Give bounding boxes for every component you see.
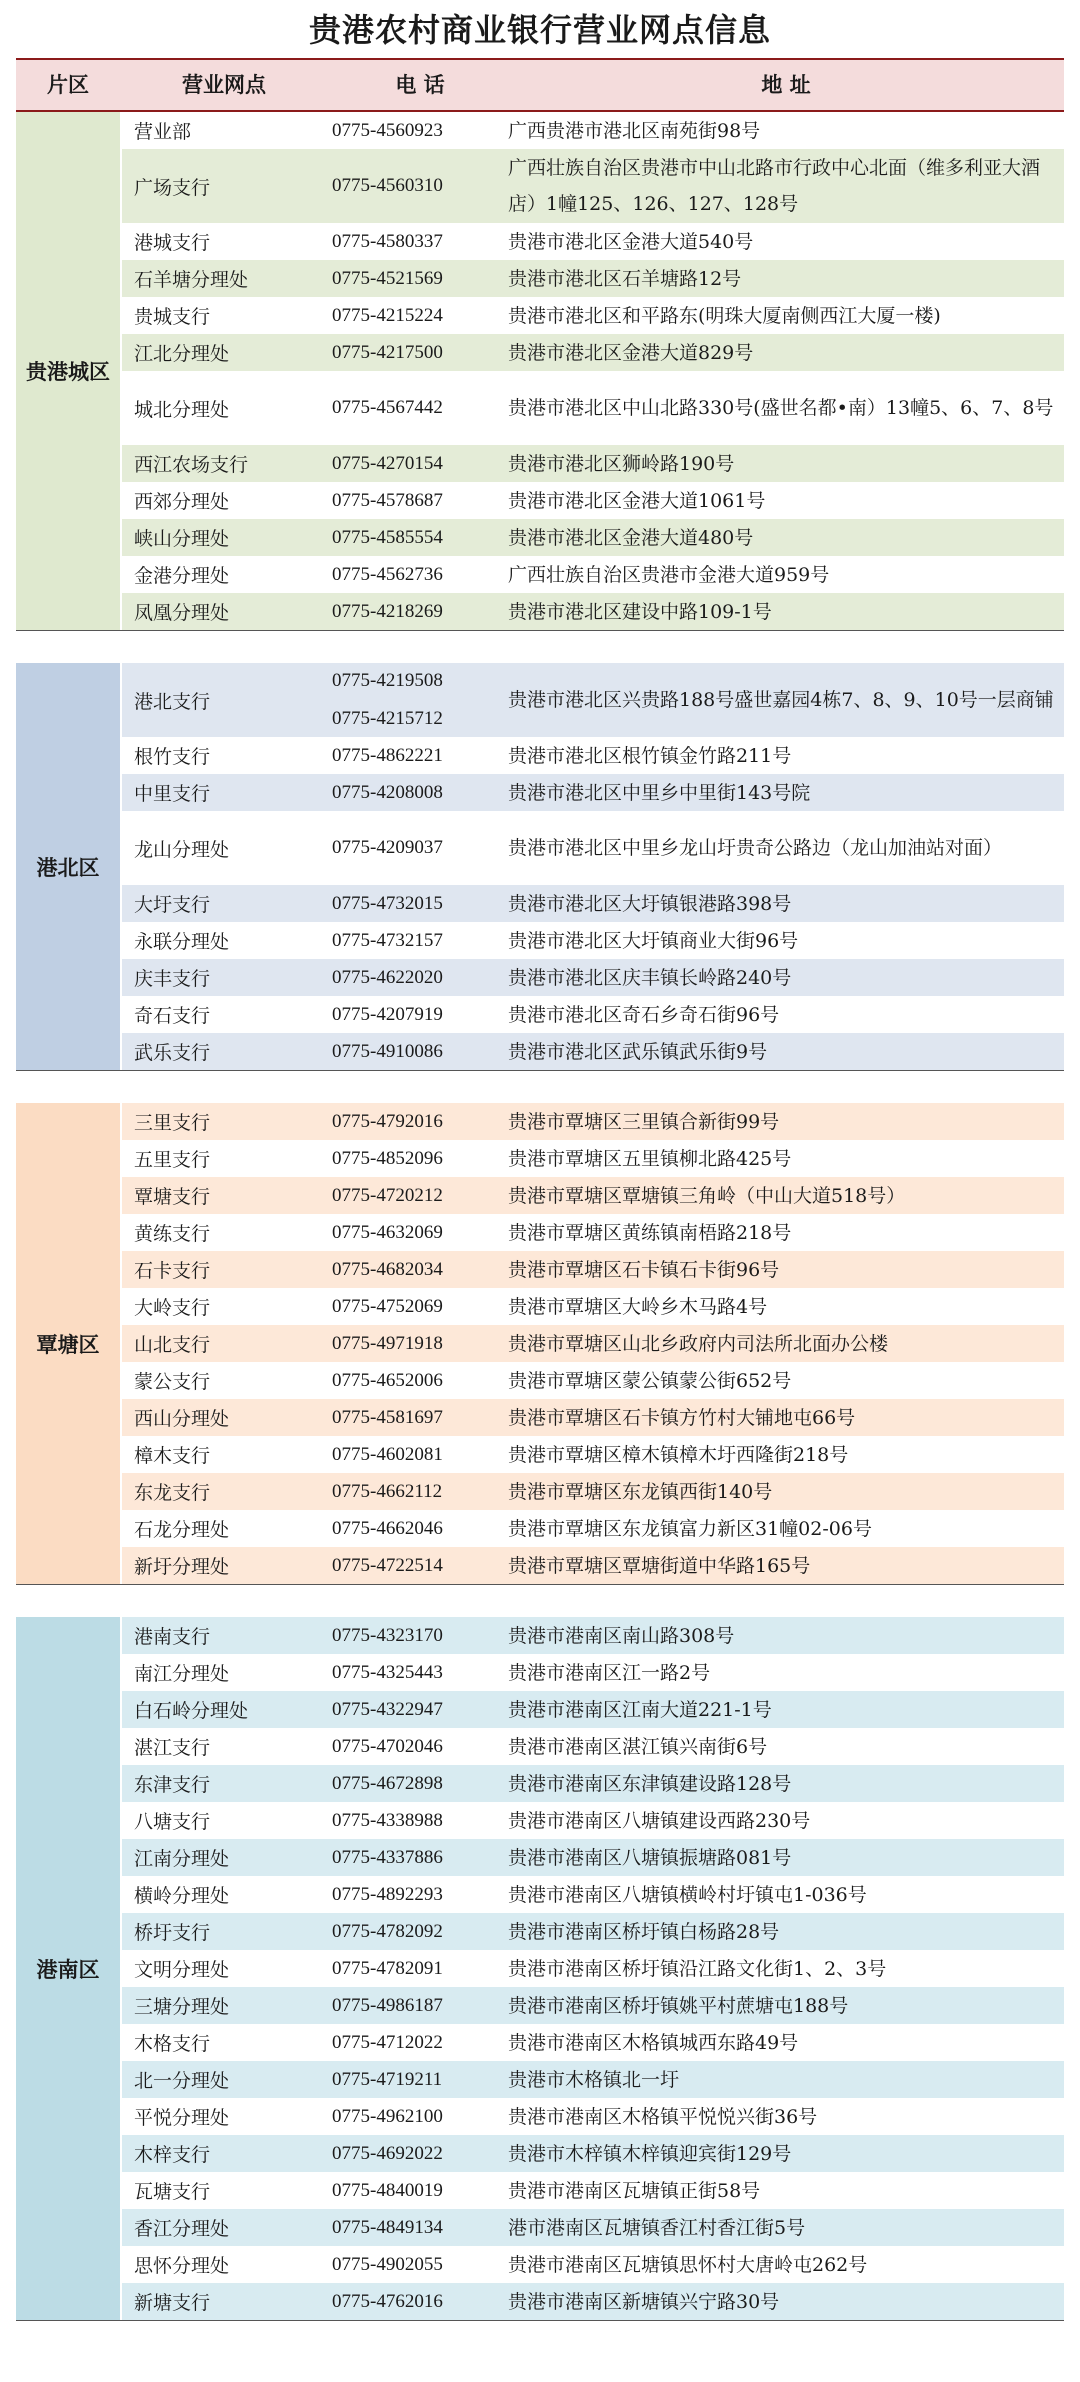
branch-phone (332, 737, 472, 774)
branch-address: 贵港市港南区八塘镇横岭村圩镇屯1-036号 (508, 1883, 867, 1906)
table-row (122, 593, 1064, 630)
header-branch: 营业网点 (182, 72, 266, 97)
branch-name: 武乐支行 (134, 1042, 211, 1064)
phone-number: 0775-4207919 (332, 1003, 443, 1025)
table-row (122, 1362, 1064, 1399)
branch-address: 港市港南区瓦塘镇香江村香江街5号 (508, 2216, 806, 2239)
district-section (16, 1617, 1064, 2321)
branch-address: 贵港市覃塘区大岭乡木马路4号 (508, 1295, 768, 1318)
page-title: 贵港农村商业银行营业网点信息 (308, 11, 771, 49)
table-row (122, 885, 1064, 922)
branch-address: 贵港市覃塘区东龙镇西街140号 (508, 1480, 773, 1503)
branch-phone (332, 774, 472, 811)
table-row (122, 260, 1064, 297)
section-gap (0, 1071, 1080, 1103)
phone-number: 0775-4902055 (332, 2253, 443, 2275)
branch-phone (332, 1251, 472, 1288)
branch-name: 广场支行 (134, 176, 211, 199)
branch-phone (332, 1876, 472, 1913)
branch-phone (332, 1913, 472, 1950)
table-row (122, 371, 1064, 445)
branch-phone (332, 519, 472, 556)
branch-address: 贵港市覃塘区覃塘镇三角岭（中山大道518号） (508, 1184, 906, 1207)
table-row (122, 297, 1064, 334)
branch-address: 贵港市覃塘区三里镇合新街99号 (508, 1110, 780, 1133)
branch-name: 庆丰支行 (134, 968, 211, 990)
phone-number: 0775-4852096 (332, 1147, 443, 1169)
branch-address: 贵港市港南区南山路308号 (508, 1624, 735, 1647)
branch-name: 城北分理处 (134, 398, 230, 421)
branch-name: 大圩支行 (134, 894, 211, 916)
phone-number: 0775-4585554 (332, 526, 443, 548)
phone-number: 0775-4986187 (332, 1994, 443, 2016)
district-section (16, 112, 1064, 631)
branch-name: 山北支行 (134, 1334, 211, 1356)
phone-number: 0775-4702046 (332, 1735, 443, 1757)
table-row (122, 1214, 1064, 1251)
section-gap (0, 1585, 1080, 1617)
branch-name: 凤凰分理处 (134, 602, 230, 624)
phone-number: 0775-4732157 (332, 929, 443, 951)
branch-address: 贵港市港北区中山北路330号(盛世名都•南）13幢5、6、7、8号 (508, 397, 1054, 419)
table-row (122, 959, 1064, 996)
phone-number: 0775-4215712 (332, 708, 443, 729)
table-row (122, 1436, 1064, 1473)
district-label: 覃塘区 (16, 1103, 120, 1584)
table-row (122, 2061, 1064, 2098)
phone-number: 0775-4521569 (332, 267, 443, 289)
branch-phone (332, 1436, 472, 1473)
phone-number: 0775-4652006 (332, 1369, 443, 1391)
phone-number: 0775-4792016 (332, 1110, 443, 1132)
branch-phone (332, 1765, 472, 1802)
phone-number: 0775-4219508 (332, 670, 443, 691)
branch-address: 贵港市港北区大圩镇商业大街96号 (508, 929, 799, 952)
header-phone: 电 话 (395, 72, 445, 97)
branch-name: 覃塘支行 (134, 1186, 211, 1208)
phone-number: 0775-4782092 (332, 1920, 443, 1942)
branch-phone (332, 1950, 472, 1987)
phone-number: 0775-4720212 (332, 1184, 443, 1206)
table-row (122, 1103, 1064, 1140)
branch-table (0, 112, 1080, 2321)
branch-name: 蒙公支行 (134, 1371, 211, 1393)
branch-name: 平悦分理处 (134, 2107, 230, 2129)
table-row (122, 811, 1064, 885)
branch-phone (332, 1617, 472, 1654)
branch-address: 贵港市港北区金港大道1061号 (508, 489, 766, 512)
phone-number: 0775-4560310 (332, 175, 443, 196)
branch-name: 中里支行 (134, 783, 211, 805)
phone-number: 0775-4762016 (332, 2290, 443, 2312)
phone-number: 0775-4892293 (332, 1883, 443, 1905)
table-row (122, 1728, 1064, 1765)
branch-phone (332, 334, 472, 371)
table-row (122, 774, 1064, 811)
table-row (122, 663, 1064, 737)
branch-name: 石卡支行 (134, 1260, 211, 1282)
branch-address: 广西壮族自治区贵港市金港大道959号 (508, 563, 830, 586)
branch-name: 湛江支行 (134, 1737, 211, 1759)
branch-phone (332, 1362, 472, 1399)
table-row (122, 556, 1064, 593)
branch-phone (332, 260, 472, 297)
table-row (122, 1325, 1064, 1362)
phone-number: 0775-4632069 (332, 1221, 443, 1243)
phone-number: 0775-4622020 (332, 966, 443, 988)
branch-phone (332, 556, 472, 593)
phone-number: 0775-4722514 (332, 1554, 443, 1576)
phone-number: 0775-4971918 (332, 1332, 443, 1354)
phone-number: 0775-4672898 (332, 1772, 443, 1794)
branch-name: 黄练支行 (134, 1223, 211, 1245)
table-row (122, 1691, 1064, 1728)
branch-phone (332, 149, 472, 223)
phone-number: 0775-4862221 (332, 744, 443, 766)
branch-phone (332, 593, 472, 630)
table-row (122, 445, 1064, 482)
branch-phone (332, 1987, 472, 2024)
phone-number: 0775-4337886 (332, 1846, 443, 1868)
branch-phone (332, 959, 472, 996)
branch-name: 港北支行 (134, 690, 211, 713)
branch-phone (332, 1473, 472, 1510)
branch-address: 贵港市港南区江一路2号 (508, 1661, 711, 1684)
table-row (122, 1033, 1064, 1070)
branch-address: 贵港市港北区庆丰镇长岭路240号 (508, 966, 792, 989)
table-row (122, 1950, 1064, 1987)
phone-number: 0775-4578687 (332, 489, 443, 511)
branch-address: 贵港市覃塘区蒙公镇蒙公街652号 (508, 1369, 792, 1392)
branch-address: 贵港市覃塘区东龙镇富力新区31幢02-06号 (508, 1517, 872, 1540)
phone-number: 0775-4217500 (332, 341, 443, 363)
phone-number: 0775-4840019 (332, 2179, 443, 2201)
table-row (122, 2283, 1064, 2320)
table-row (122, 1987, 1064, 2024)
phone-number: 0775-4209037 (332, 837, 443, 858)
phone-number: 0775-4322947 (332, 1698, 443, 1720)
branch-name: 瓦塘支行 (134, 2181, 211, 2203)
branch-address: 贵港市港南区湛江镇兴南街6号 (508, 1735, 768, 1758)
district-label: 港南区 (16, 1617, 120, 2320)
branch-phone (332, 996, 472, 1033)
table-row (122, 2209, 1064, 2246)
branch-name: 东津支行 (134, 1774, 211, 1796)
branch-address: 贵港市覃塘区五里镇柳北路425号 (508, 1147, 792, 1170)
table-header (16, 58, 1064, 112)
branch-address: 贵港市港北区武乐镇武乐街9号 (508, 1040, 768, 1063)
table-row (122, 1140, 1064, 1177)
branch-phone (332, 1839, 472, 1876)
branch-name: 江北分理处 (134, 343, 230, 365)
branch-address: 贵港市木梓镇木梓镇迎宾街129号 (508, 2142, 792, 2165)
branch-name: 峡山分理处 (134, 528, 230, 550)
table-row (122, 112, 1064, 149)
branch-phone (332, 2283, 472, 2320)
table-row (122, 1251, 1064, 1288)
phone-number: 0775-4208008 (332, 781, 443, 803)
branch-phone (332, 1325, 472, 1362)
table-row (122, 1399, 1064, 1436)
branch-address: 贵港市港南区木格镇平悦悦兴街36号 (508, 2105, 818, 2128)
branch-address: 贵港市港南区东津镇建设路128号 (508, 1772, 792, 1795)
branch-address: 贵港市港北区狮岭路190号 (508, 452, 735, 475)
table-row (122, 1876, 1064, 1913)
phone-number: 0775-4218269 (332, 600, 443, 622)
branch-phone (332, 811, 472, 885)
branch-address: 贵港市覃塘区石卡镇方竹村大铺地屯66号 (508, 1406, 856, 1429)
branch-phone (332, 2024, 472, 2061)
branch-name: 石羊塘分理处 (134, 269, 249, 291)
phone-number: 0775-4270154 (332, 452, 443, 474)
branch-name: 木格支行 (134, 2033, 211, 2055)
branch-address: 贵港市覃塘区黄练镇南梧路218号 (508, 1221, 792, 1244)
phone-number: 0775-4562736 (332, 563, 443, 585)
branch-name: 石龙分理处 (134, 1519, 230, 1541)
branch-phone (332, 371, 472, 445)
branch-address: 贵港市港南区瓦塘镇正街58号 (508, 2179, 761, 2202)
branch-phone (332, 1802, 472, 1839)
branch-name: 西郊分理处 (134, 491, 230, 513)
phone-number: 0775-4560923 (332, 119, 443, 141)
branch-phone (332, 1399, 472, 1436)
branch-address: 贵港市港南区桥圩镇沿江路文化街1、2、3号 (508, 1957, 887, 1980)
branch-address: 贵港市港南区江南大道221-1号 (508, 1698, 772, 1721)
branch-name: 三里支行 (134, 1112, 211, 1134)
phone-number: 0775-4682034 (332, 1258, 443, 1280)
branch-address: 贵港市港北区金港大道480号 (508, 526, 754, 549)
table-row (122, 1177, 1064, 1214)
table-row (122, 1839, 1064, 1876)
branch-name: 营业部 (134, 121, 192, 143)
branch-address: 贵港市港北区建设中路109-1号 (508, 600, 772, 623)
phone-number: 0775-4712022 (332, 2031, 443, 2053)
table-row (122, 334, 1064, 371)
table-row (122, 1765, 1064, 1802)
branch-name: 樟木支行 (134, 1445, 211, 1467)
table-row (122, 922, 1064, 959)
table-row (122, 1288, 1064, 1325)
table-row (122, 1510, 1064, 1547)
branch-phone (332, 922, 472, 959)
branch-phone (332, 1728, 472, 1765)
branch-phone (332, 1103, 472, 1140)
branch-phone (332, 2098, 472, 2135)
branch-phone (332, 663, 472, 737)
branch-address: 贵港市港北区金港大道829号 (508, 341, 754, 364)
branch-address: 贵港市覃塘区覃塘街道中华路165号 (508, 1554, 811, 1577)
branch-address: 贵港市覃塘区樟木镇樟木圩西隆街218号 (508, 1443, 849, 1466)
branch-name: 奇石支行 (134, 1005, 211, 1027)
table-row (122, 2172, 1064, 2209)
branch-address: 贵港市港南区木格镇城西东路49号 (508, 2031, 799, 2054)
phone-number: 0775-4215224 (332, 304, 443, 326)
branch-address: 贵港市港北区兴贵路188号盛世嘉园4栋7、8、9、10号一层商铺 (508, 689, 1054, 711)
branch-phone (332, 1033, 472, 1070)
branch-name: 金港分理处 (134, 565, 230, 587)
phone-number: 0775-4581697 (332, 1406, 443, 1428)
branch-address: 贵港市港南区桥圩镇姚平村蔗塘屯188号 (508, 1994, 849, 2017)
branch-address: 贵港市港北区石羊塘路12号 (508, 267, 742, 290)
section-gap (0, 631, 1080, 663)
branch-name: 北一分理处 (134, 2070, 230, 2092)
branch-address: 贵港市港南区瓦塘镇思怀村大唐岭屯262号 (508, 2253, 868, 2276)
table-row (122, 1802, 1064, 1839)
branch-phone (332, 1654, 472, 1691)
branch-phone (332, 2246, 472, 2283)
branch-address: 贵港市覃塘区山北乡政府内司法所北面办公楼 (508, 1332, 889, 1355)
phone-number: 0775-4692022 (332, 2142, 443, 2164)
phone-number: 0775-4338988 (332, 1809, 443, 1831)
branch-name: 南江分理处 (134, 1663, 230, 1685)
phone-number: 0775-4782091 (332, 1957, 443, 1979)
branch-address: 贵港市港北区金港大道540号 (508, 230, 754, 253)
table-row (122, 1654, 1064, 1691)
branch-address: 广西贵港市港北区南苑街98号 (508, 119, 761, 142)
table-row (122, 2024, 1064, 2061)
branch-name: 港城支行 (134, 232, 211, 254)
branch-address: 贵港市木格镇北一圩 (508, 2068, 680, 2091)
branch-phone (332, 1691, 472, 1728)
branch-name: 东龙支行 (134, 1482, 211, 1504)
district-section (16, 1103, 1064, 1585)
branch-address: 贵港市港北区中里乡龙山圩贵奇公路边（龙山加油站对面） (508, 837, 1003, 859)
branch-name: 西江农场支行 (134, 454, 249, 476)
branch-name: 龙山分理处 (134, 838, 230, 861)
table-row (122, 737, 1064, 774)
branch-phone (332, 2209, 472, 2246)
branch-name: 香江分理处 (134, 2218, 230, 2240)
phone-number: 0775-4662046 (332, 1517, 443, 1539)
branch-address: 贵港市港北区大圩镇银港路398号 (508, 892, 792, 915)
branch-name: 永联分理处 (134, 931, 230, 953)
branch-phone (332, 482, 472, 519)
table-row (122, 519, 1064, 556)
branch-address: 贵港市港北区根竹镇金竹路211号 (508, 744, 792, 767)
branch-phone (332, 1214, 472, 1251)
phone-number: 0775-4719211 (332, 2068, 443, 2090)
branch-phone (332, 2061, 472, 2098)
branch-address: 贵港市港北区奇石乡奇石街96号 (508, 1003, 780, 1026)
branch-address: 贵港市港北区和平路东(明珠大厦南侧西江大厦一楼) (508, 304, 941, 327)
phone-number: 0775-4910086 (332, 1040, 443, 1062)
header-address: 地 址 (761, 72, 811, 97)
table-row (122, 482, 1064, 519)
branch-phone (332, 297, 472, 334)
branch-name: 港南支行 (134, 1626, 211, 1648)
branch-name: 思怀分理处 (134, 2255, 230, 2277)
table-row (122, 1547, 1064, 1584)
table-row (122, 1913, 1064, 1950)
branch-phone (332, 1288, 472, 1325)
phone-number: 0775-4580337 (332, 230, 443, 252)
branch-name: 根竹支行 (134, 746, 211, 768)
branch-name: 新塘支行 (134, 2292, 211, 2314)
branch-phone (332, 1510, 472, 1547)
branch-phone (332, 1547, 472, 1584)
branch-name: 横岭分理处 (134, 1885, 230, 1907)
branch-address: 广西壮族自治区贵港市中山北路市行政中心北面（维多利亚大酒店）1幢125、126、127、128号 (508, 157, 1041, 215)
table-row (122, 149, 1064, 223)
branch-phone (332, 223, 472, 260)
phone-number: 0775-4732015 (332, 892, 443, 914)
phone-number: 0775-4662112 (332, 1480, 443, 1502)
branch-phone (332, 2135, 472, 2172)
table-row (122, 996, 1064, 1033)
branch-phone (332, 1140, 472, 1177)
table-row (122, 1473, 1064, 1510)
branch-phone (332, 1177, 472, 1214)
branch-name: 木梓支行 (134, 2144, 211, 2166)
branch-name: 三塘分理处 (134, 1996, 230, 2018)
table-row (122, 223, 1064, 260)
branch-name: 桥圩支行 (134, 1922, 211, 1944)
branch-address: 贵港市覃塘区石卡镇石卡街96号 (508, 1258, 780, 1281)
branch-name: 大岭支行 (134, 1297, 211, 1319)
district-label: 港北区 (16, 663, 120, 1070)
branch-name: 江南分理处 (134, 1848, 230, 1870)
branch-name: 贵城支行 (134, 306, 211, 328)
branch-name: 文明分理处 (134, 1959, 230, 1981)
branch-phone (332, 445, 472, 482)
branch-phone (332, 2172, 472, 2209)
table-row (122, 2135, 1064, 2172)
branch-address: 贵港市港北区中里乡中里街143号院 (508, 781, 811, 804)
phone-number: 0775-4602081 (332, 1443, 443, 1465)
table-row (122, 1617, 1064, 1654)
branch-name: 白石岭分理处 (134, 1700, 249, 1722)
branch-address: 贵港市港南区八塘镇振塘路081号 (508, 1846, 792, 1869)
branch-name: 八塘支行 (134, 1811, 211, 1833)
phone-number: 0775-4323170 (332, 1624, 443, 1646)
phone-number: 0775-4962100 (332, 2105, 443, 2127)
branch-address: 贵港市港南区桥圩镇白杨路28号 (508, 1920, 780, 1943)
district-label: 贵港城区 (16, 112, 120, 630)
branch-name: 新圩分理处 (134, 1556, 230, 1578)
branch-phone (332, 885, 472, 922)
branch-address: 贵港市港南区新塘镇兴宁路30号 (508, 2290, 780, 2313)
branch-name: 西山分理处 (134, 1408, 230, 1430)
table-row (122, 2246, 1064, 2283)
branch-name: 五里支行 (134, 1149, 211, 1171)
branch-phone (332, 112, 472, 149)
phone-number: 0775-4849134 (332, 2216, 443, 2238)
branch-address: 贵港市港南区八塘镇建设西路230号 (508, 1809, 811, 1832)
header-district: 片区 (47, 72, 89, 97)
table-row (122, 2098, 1064, 2135)
phone-number: 0775-4325443 (332, 1661, 443, 1683)
phone-number: 0775-4567442 (332, 397, 443, 418)
phone-number: 0775-4752069 (332, 1295, 443, 1317)
district-section (16, 663, 1064, 1071)
